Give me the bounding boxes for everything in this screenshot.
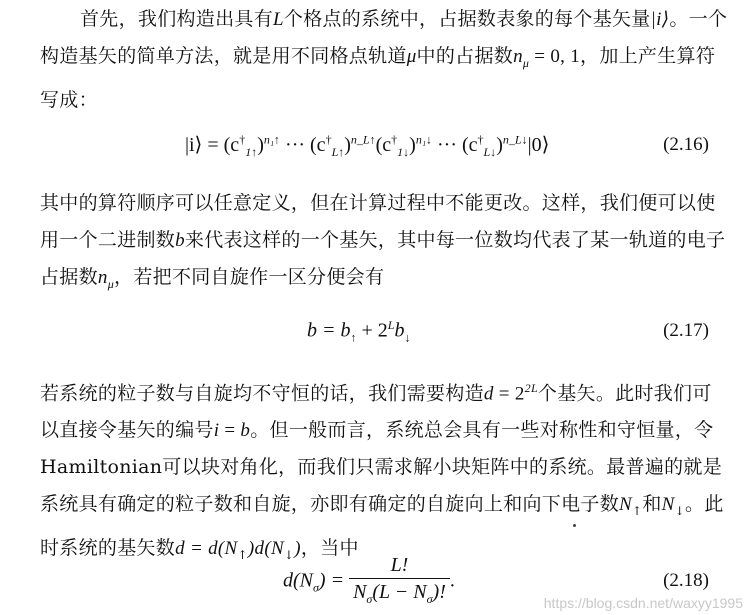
eq217-b2: b xyxy=(394,319,405,342)
eq216-lhs: |i⟩ = (c xyxy=(185,134,240,156)
p1-text-a: 首先，我们构造出具有 xyxy=(80,8,274,30)
eq216-p1: ) xyxy=(257,134,264,156)
p3-text-b: 个基矢。此时我们可以直接令基矢的编号 xyxy=(40,382,712,442)
eq216-c1-sub: 1↑ xyxy=(245,145,258,159)
p3-math-nup-sub: ↑ xyxy=(632,504,643,519)
eq218-fraction xyxy=(349,552,450,612)
eq218-lhs-sub: σ xyxy=(313,580,319,595)
p2-text-a: 其中的算符顺序可以任意定义，但在计算过程中不能更改。这样，我们便可以使用一个二进制数 xyxy=(40,192,716,251)
p1-math-ket: |i⟩ xyxy=(650,9,670,30)
eq217-body xyxy=(307,318,410,346)
eq216-c4-sub: L↓ xyxy=(483,145,497,159)
p3-math-dd-end: ) xyxy=(294,538,301,560)
eq218-lhs-end: ) = xyxy=(318,569,350,592)
eq218-den-a: N xyxy=(353,581,367,603)
paragraph-3 xyxy=(40,370,730,574)
p2-text-c: 来代表这样的一个基矢，其中每一位数均代表了某一轨道的电子占据数 xyxy=(40,229,726,288)
eq216-c3-sub: 1↓ xyxy=(397,145,410,159)
eq216-c3-sup: † xyxy=(391,132,398,147)
p3-math-d: d xyxy=(483,383,494,405)
p3-math-ndn: N xyxy=(661,494,675,516)
p3-text-and: 和 xyxy=(642,493,662,516)
eq216-c4-sup: † xyxy=(477,132,484,147)
eq216-c1-sup: † xyxy=(239,132,246,147)
eq217-plus: + 2 xyxy=(356,319,388,342)
paragraph-2 xyxy=(40,185,730,303)
eq218-numerator: L! xyxy=(349,552,450,579)
p3-math-dd-sub1: ↑ xyxy=(237,547,248,562)
equation-number: (2.16) xyxy=(663,134,709,155)
equation-2-17 xyxy=(0,312,751,352)
p2-nmu-sub: μ xyxy=(107,276,115,291)
paragraph-1 xyxy=(40,1,730,119)
eq216-e1: n₁↑ xyxy=(263,132,281,147)
p3-math-ieq: = xyxy=(219,420,241,442)
eq218-den-c: )! xyxy=(432,581,446,603)
p1-nmu-sub: μ xyxy=(522,55,530,70)
p3-math-dd-sub2: ↓ xyxy=(283,547,295,562)
eq216-e4: n_L↓ xyxy=(502,132,528,147)
eq216-p4: ) xyxy=(496,134,503,156)
p3-math-dd: d = d(N xyxy=(175,538,238,560)
p2-text-d: ，若把不同自旋作一区分便会有 xyxy=(114,266,385,288)
p3-math-nup: N xyxy=(619,494,632,516)
eq218-den-sub: σ xyxy=(366,592,373,606)
watermark-url: https://blog.csdn.net/waxyy1995 xyxy=(543,595,743,611)
eq218-den-sub2: σ xyxy=(426,592,433,606)
eq216-e3: n₁↓ xyxy=(415,132,432,147)
p3-math-ib: b xyxy=(240,420,251,442)
p2-nmu-base: n xyxy=(97,267,108,288)
p3-math-dsup: 2L xyxy=(524,381,538,395)
eq218-lhs: d(N xyxy=(283,569,313,592)
p3-text-c: 。但一般而言，系统总会具有一些对称性和守恒量，令Hamiltonian可以块对角化，而我们只需求解小块矩阵中的系统。最普遍的就是系统具有确定的粒子数和自旋，亦即有确定的自旋向上和向下电子数 xyxy=(40,419,723,516)
stray-dot xyxy=(573,524,576,527)
eq216-dots1: ··· (c xyxy=(280,134,326,156)
eq216-vac: |0⟩ xyxy=(527,134,550,156)
eq216-e2: n_L↑ xyxy=(350,132,376,147)
p1-math-eq: = 0, 1 xyxy=(529,46,581,67)
p3-math-ndn-sub: ↓ xyxy=(674,504,686,519)
eq216-c2-sub: L↑ xyxy=(331,145,345,159)
eq216-p2: ) xyxy=(344,134,351,156)
eq216-dots2: ··· (c xyxy=(432,134,478,156)
p1-math-mu: μ xyxy=(406,46,417,67)
p2-math-nmu xyxy=(97,267,115,291)
p3-text-a: 若系统的粒子数与自旋均不守恒的话，我们需要构造 xyxy=(40,382,484,405)
p1-text-d: 中的占据数 xyxy=(416,45,514,67)
p1-text-c: 。一个构造基矢的简单方法，就是用不同格点轨道 xyxy=(40,8,728,67)
eq217-b: b = b xyxy=(307,319,351,342)
p1-text-e: ，加上产生算符写成： xyxy=(40,45,716,111)
eq217-sup: L xyxy=(387,318,395,332)
equation-2-16 xyxy=(0,126,751,166)
p1-math-nmu xyxy=(513,46,530,70)
eq216-c2-sup: † xyxy=(325,132,332,147)
eq218-den-b: (L − N xyxy=(372,581,427,603)
eq218-body xyxy=(283,552,455,612)
eq217-b-sub1: ↑ xyxy=(350,330,357,345)
p1-nmu-base: n xyxy=(513,46,523,67)
p3-text-e: 。此时系统的基矢数 xyxy=(40,493,724,560)
p3-math-deq: = 2 xyxy=(493,383,525,405)
eq218-period: . xyxy=(449,569,455,592)
p1-text-b: 个格点的系统中，占据数表象的每个基矢量 xyxy=(283,8,651,30)
p3-math-i: i xyxy=(213,420,220,442)
eq216-p3: ) xyxy=(409,134,416,156)
eq218-denominator xyxy=(349,579,450,612)
eq216-body xyxy=(185,132,549,160)
p2-math-b: b xyxy=(175,230,185,251)
p3-text-f: ，当中 xyxy=(300,537,359,560)
p1-math-L: L xyxy=(273,9,284,30)
equation-number: (2.17) xyxy=(663,320,709,341)
p3-math-dd-mid: )d(N xyxy=(247,538,284,560)
eq217-b-sub2: ↓ xyxy=(404,330,411,345)
eq216-open3: (c xyxy=(375,134,392,156)
equation-number: (2.18) xyxy=(663,570,709,591)
